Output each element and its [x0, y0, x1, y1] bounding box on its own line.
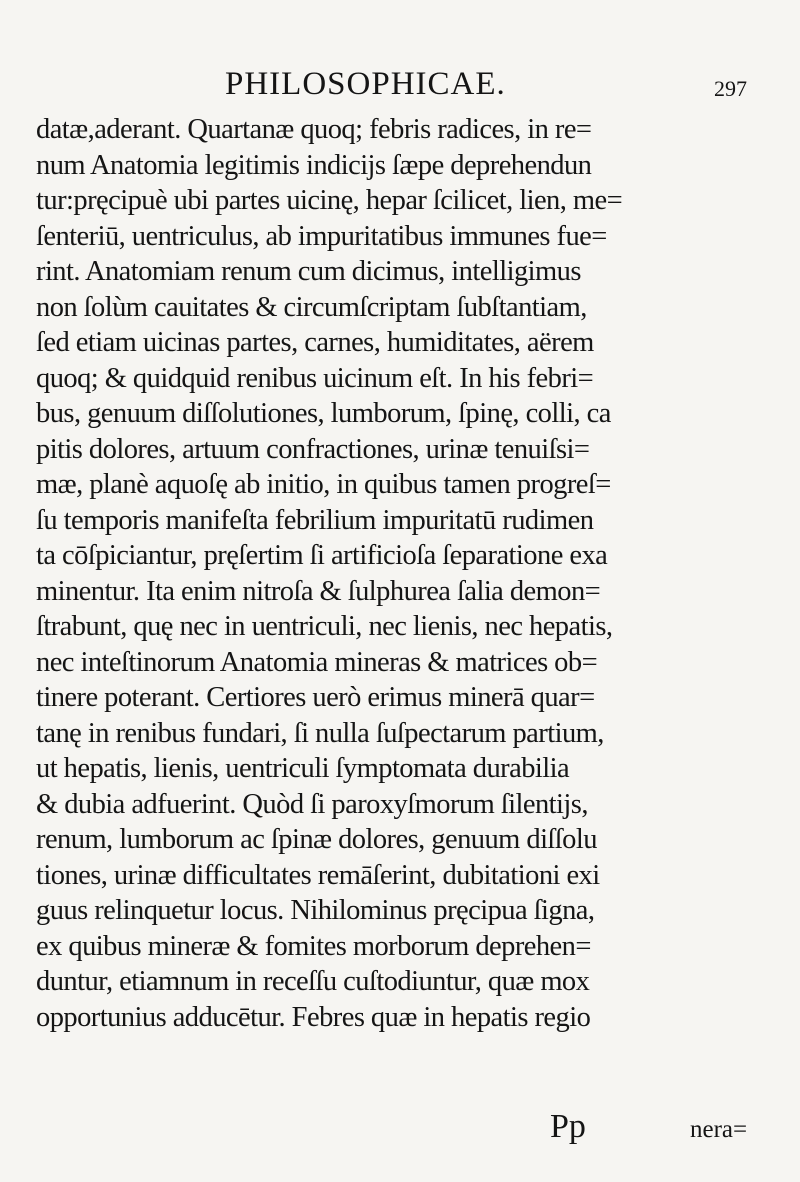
text-line: pitis dolores, artuum confractiones, urinæ tenuiſsi= [36, 433, 590, 465]
catchword: nera= [690, 1116, 748, 1143]
text-line: tinere poterant. Certiores uerò erimus minerā quar= [36, 682, 595, 713]
text-line: renum, lumborum ac ſpinæ dolores, genuum diſſolu [36, 824, 597, 855]
text-line: minentur. Ita enim nitroſa & ſulphurea ſalia demon= [36, 575, 601, 607]
text-line: ta cōſpiciantur, pręſertim ſi artificioſa ſeparatione exa [36, 540, 608, 571]
text-line: num Anatomia legitimis indicijs ſæpe deprehendun [36, 149, 592, 181]
text-line: & dubia adfuerint. Quòd ſi paroxyſmorum ſilentijs, [36, 788, 588, 820]
text-line: bus, genuum diſſolutiones, lumborum, ſpinę, colli, ca [36, 398, 611, 429]
page-number: 297 [714, 76, 747, 101]
text-line: ſed etiam uicinas partes, carnes, humiditates, aërem [36, 327, 594, 358]
text-line: guus relinquetur locus. Nihilominus pręcipua ſigna, [36, 895, 595, 926]
text-line: tanę in renibus fundari, ſi nulla ſuſpectarum partium, [36, 717, 604, 749]
text-line: quoq; & quidquid renibus uicinum eſt. In his febri= [36, 362, 594, 394]
text-line: non ſolùm cauitates & circumſcriptam ſubſtantiam, [36, 291, 587, 323]
text-line: nec inteſtinorum Anatomia mineras & matrices ob= [36, 646, 598, 678]
text-line: ex quibus mineræ & fomites morborum deprehen= [36, 930, 591, 962]
running-head: PHILOSOPHICAE. [225, 66, 506, 102]
text-line: ut hepatis, lienis, uentriculi ſymptomata durabilia [36, 753, 570, 784]
text-line: rint. Anatomiam renum cum dicimus, intelligimus [36, 256, 581, 287]
body-text [36, 112, 776, 1035]
text-line: ſu temporis manifeſta febrilium impuritatū rudimen [36, 504, 594, 536]
text-line: mæ, planè aquoſę ab initio, in quibus tamen progreſ= [36, 469, 611, 500]
signature-mark: Pp [550, 1108, 586, 1145]
text-line: opportunius adducētur. Febres quæ in hepatis regio [36, 1001, 591, 1033]
text-line: tiones, urinæ difficultates remāſerint, dubitationi exi [36, 859, 600, 891]
text-line: duntur, etiamnum in receſſu cuſtodiuntur, quæ mox [36, 966, 590, 997]
text-line: ſtrabunt, quę nec in uentriculi, nec lienis, nec hepatis, [36, 611, 613, 642]
text-line: tur:pręcipuè ubi partes uicinę, hepar ſcilicet, lien, me= [36, 185, 623, 216]
text-line: ſenteriū, uentriculus, ab impuritatibus immunes fue= [36, 220, 607, 252]
text-line: datæ,aderant. Quartanæ quoq; febris radices, in re= [36, 114, 592, 145]
